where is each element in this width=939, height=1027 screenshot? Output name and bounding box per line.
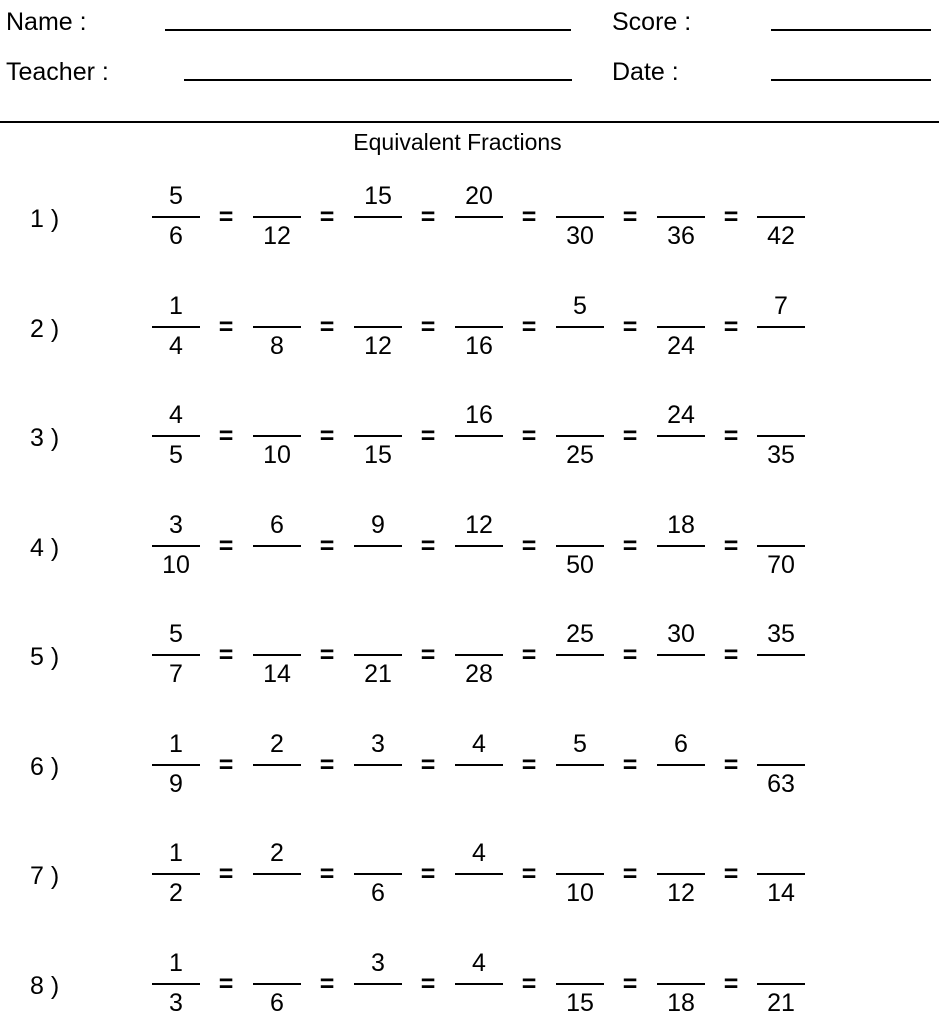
fraction-bar [152,545,200,547]
denominator: 9 [169,770,183,798]
fraction-bar [253,873,301,875]
equals-sign: = [218,751,234,779]
problem-row [0,837,939,917]
fraction [253,837,301,917]
fraction [152,618,200,698]
numerator: 3 [371,949,385,977]
fraction [757,618,805,698]
fraction [455,399,503,479]
denominator: 10 [162,551,190,579]
numerator: 18 [667,511,695,539]
fraction [556,290,604,370]
equals-sign: = [420,860,436,888]
numerator: 35 [767,620,795,648]
fraction-bar [253,654,301,656]
numerator: 5 [169,620,183,648]
fraction [152,290,200,370]
equals-sign: = [622,641,638,669]
numerator: 7 [774,292,788,320]
fraction [657,837,705,917]
equals-sign: = [218,860,234,888]
numerator: 9 [371,511,385,539]
equals-sign: = [218,641,234,669]
fraction-bar [455,216,503,218]
equals-sign: = [319,532,335,560]
equals-sign: = [723,970,739,998]
fraction-bar [757,326,805,328]
fraction-bar [354,435,402,437]
numerator: 5 [573,292,587,320]
denominator: 2 [169,879,183,907]
equals-sign: = [723,313,739,341]
equals-sign: = [420,422,436,450]
denominator: 36 [667,222,695,250]
fraction-bar [253,435,301,437]
denominator: 16 [465,332,493,360]
numerator: 20 [465,182,493,210]
numerator: 4 [169,401,183,429]
numerator: 5 [169,182,183,210]
fraction [253,509,301,589]
fraction [757,509,805,589]
fraction [657,618,705,698]
equals-sign: = [420,532,436,560]
fraction [253,728,301,808]
equals-sign: = [521,203,537,231]
denominator: 6 [371,879,385,907]
fraction [757,728,805,808]
problem-number: 5 ) [30,643,60,671]
fraction-bar [657,326,705,328]
equals-sign: = [622,751,638,779]
denominator: 18 [667,989,695,1017]
fraction [455,837,503,917]
denominator: 15 [364,441,392,469]
fraction [354,290,402,370]
fraction-bar [253,764,301,766]
equals-sign: = [723,641,739,669]
fraction [152,837,200,917]
equals-sign: = [723,751,739,779]
fraction [253,399,301,479]
date-blank-line[interactable] [771,79,931,81]
fraction-bar [556,654,604,656]
problem-number: 2 ) [30,315,60,343]
fraction-bar [253,216,301,218]
equals-sign: = [622,422,638,450]
numerator: 12 [465,511,493,539]
fraction-bar [757,983,805,985]
equals-sign: = [218,422,234,450]
problem-row [0,947,939,1027]
denominator: 30 [566,222,594,250]
equals-sign: = [420,641,436,669]
numerator: 2 [270,730,284,758]
numerator: 5 [573,730,587,758]
fraction-bar [354,545,402,547]
fraction-bar [455,545,503,547]
denominator: 28 [465,660,493,688]
fraction-bar [657,545,705,547]
fraction-bar [455,435,503,437]
score-label: Score : [612,8,692,36]
fraction [455,947,503,1027]
problem-number: 1 ) [30,205,60,233]
fraction-bar [354,654,402,656]
numerator: 4 [472,730,486,758]
fraction [757,947,805,1027]
fraction [354,947,402,1027]
fraction-bar [253,983,301,985]
equals-sign: = [319,860,335,888]
fraction-bar [657,764,705,766]
equals-sign: = [521,641,537,669]
fraction-bar [657,654,705,656]
equals-sign: = [319,970,335,998]
denominator: 8 [270,332,284,360]
equals-sign: = [319,422,335,450]
fraction-bar [253,545,301,547]
fraction [455,509,503,589]
fraction-bar [757,435,805,437]
equals-sign: = [622,860,638,888]
fraction [455,290,503,370]
fraction [354,399,402,479]
fraction [556,728,604,808]
numerator: 16 [465,401,493,429]
denominator: 10 [263,441,291,469]
fraction [657,180,705,260]
fraction [253,290,301,370]
problem-number: 6 ) [30,753,60,781]
numerator: 1 [169,292,183,320]
equals-sign: = [622,532,638,560]
fraction-bar [354,873,402,875]
numerator: 1 [169,839,183,867]
fraction-bar [455,983,503,985]
fraction [152,509,200,589]
fraction [354,180,402,260]
equals-sign: = [420,313,436,341]
denominator: 21 [767,989,795,1017]
numerator: 4 [472,949,486,977]
denominator: 12 [263,222,291,250]
fraction [455,180,503,260]
worksheet-title: Equivalent Fractions [353,129,562,155]
fraction [253,947,301,1027]
equals-sign: = [622,203,638,231]
equals-sign: = [521,970,537,998]
fraction-bar [556,764,604,766]
name-blank-line[interactable] [165,29,571,31]
fraction-bar [455,326,503,328]
header-divider [0,121,939,123]
equals-sign: = [723,422,739,450]
problem-number: 3 ) [30,424,60,452]
equals-sign: = [319,751,335,779]
denominator: 12 [667,879,695,907]
fraction-bar [757,545,805,547]
problem-row [0,728,939,808]
equals-sign: = [723,532,739,560]
equals-sign: = [420,970,436,998]
numerator: 24 [667,401,695,429]
fraction-bar [152,873,200,875]
name-label: Name : [6,8,87,36]
problem-number: 4 ) [30,534,60,562]
fraction [152,180,200,260]
numerator: 1 [169,949,183,977]
denominator: 7 [169,660,183,688]
fraction [757,180,805,260]
problem-row [0,399,939,479]
equals-sign: = [218,313,234,341]
numerator: 3 [371,730,385,758]
fraction-bar [657,435,705,437]
equals-sign: = [218,532,234,560]
equals-sign: = [521,532,537,560]
fraction-bar [152,654,200,656]
fraction-bar [152,435,200,437]
numerator: 6 [270,511,284,539]
fraction [455,728,503,808]
fraction-bar [556,326,604,328]
fraction-bar [152,983,200,985]
numerator: 1 [169,730,183,758]
equals-sign: = [521,313,537,341]
denominator: 25 [566,441,594,469]
fraction [354,728,402,808]
fraction [757,837,805,917]
equals-sign: = [622,313,638,341]
fraction [556,509,604,589]
equals-sign: = [723,860,739,888]
fraction-bar [253,326,301,328]
fraction-bar [556,545,604,547]
fraction-bar [455,873,503,875]
fraction-bar [757,654,805,656]
problem-row [0,290,939,370]
fraction [657,947,705,1027]
fraction [152,728,200,808]
fraction [354,509,402,589]
denominator: 21 [364,660,392,688]
equals-sign: = [420,203,436,231]
fraction [556,180,604,260]
fraction-bar [354,764,402,766]
problem-row [0,509,939,589]
problem-number: 8 ) [30,972,60,1000]
denominator: 24 [667,332,695,360]
fraction-bar [657,216,705,218]
numerator: 4 [472,839,486,867]
denominator: 50 [566,551,594,579]
problem-number: 7 ) [30,862,60,890]
teacher-label: Teacher : [6,58,109,86]
equals-sign: = [319,313,335,341]
numerator: 30 [667,620,695,648]
equals-sign: = [218,970,234,998]
numerator: 25 [566,620,594,648]
equals-sign: = [420,751,436,779]
denominator: 70 [767,551,795,579]
equals-sign: = [521,422,537,450]
equals-sign: = [319,203,335,231]
denominator: 5 [169,441,183,469]
equals-sign: = [622,970,638,998]
fraction-bar [757,764,805,766]
denominator: 4 [169,332,183,360]
equals-sign: = [723,203,739,231]
denominator: 14 [263,660,291,688]
date-label: Date : [612,58,679,86]
denominator: 6 [270,989,284,1017]
denominator: 35 [767,441,795,469]
problem-row [0,180,939,260]
fraction-bar [354,326,402,328]
fraction-bar [556,216,604,218]
denominator: 42 [767,222,795,250]
fraction [657,399,705,479]
fraction-bar [354,216,402,218]
numerator: 15 [364,182,392,210]
denominator: 12 [364,332,392,360]
fraction [657,290,705,370]
denominator: 14 [767,879,795,907]
fraction [556,837,604,917]
equals-sign: = [521,751,537,779]
fraction-bar [152,216,200,218]
denominator: 63 [767,770,795,798]
fraction-bar [657,873,705,875]
numerator: 2 [270,839,284,867]
fraction [455,618,503,698]
fraction [556,399,604,479]
denominator: 3 [169,989,183,1017]
numerator: 3 [169,511,183,539]
teacher-blank-line[interactable] [184,79,572,81]
fraction-bar [455,654,503,656]
fraction [354,618,402,698]
fraction-bar [152,326,200,328]
score-blank-line[interactable] [771,29,931,31]
fraction [657,728,705,808]
fraction [657,509,705,589]
numerator: 6 [674,730,688,758]
denominator: 15 [566,989,594,1017]
problem-row [0,618,939,698]
fraction [757,399,805,479]
fraction [152,399,200,479]
fraction-bar [657,983,705,985]
denominator: 6 [169,222,183,250]
fraction [556,947,604,1027]
fraction-bar [556,873,604,875]
fraction-bar [556,435,604,437]
fraction [556,618,604,698]
fraction [354,837,402,917]
equals-sign: = [319,641,335,669]
fraction-bar [152,764,200,766]
fraction [152,947,200,1027]
fraction-bar [354,983,402,985]
fraction-bar [556,983,604,985]
fraction [253,618,301,698]
fraction-bar [757,216,805,218]
fraction [757,290,805,370]
fraction-bar [757,873,805,875]
fraction-bar [455,764,503,766]
fraction [253,180,301,260]
equals-sign: = [521,860,537,888]
equals-sign: = [218,203,234,231]
denominator: 10 [566,879,594,907]
